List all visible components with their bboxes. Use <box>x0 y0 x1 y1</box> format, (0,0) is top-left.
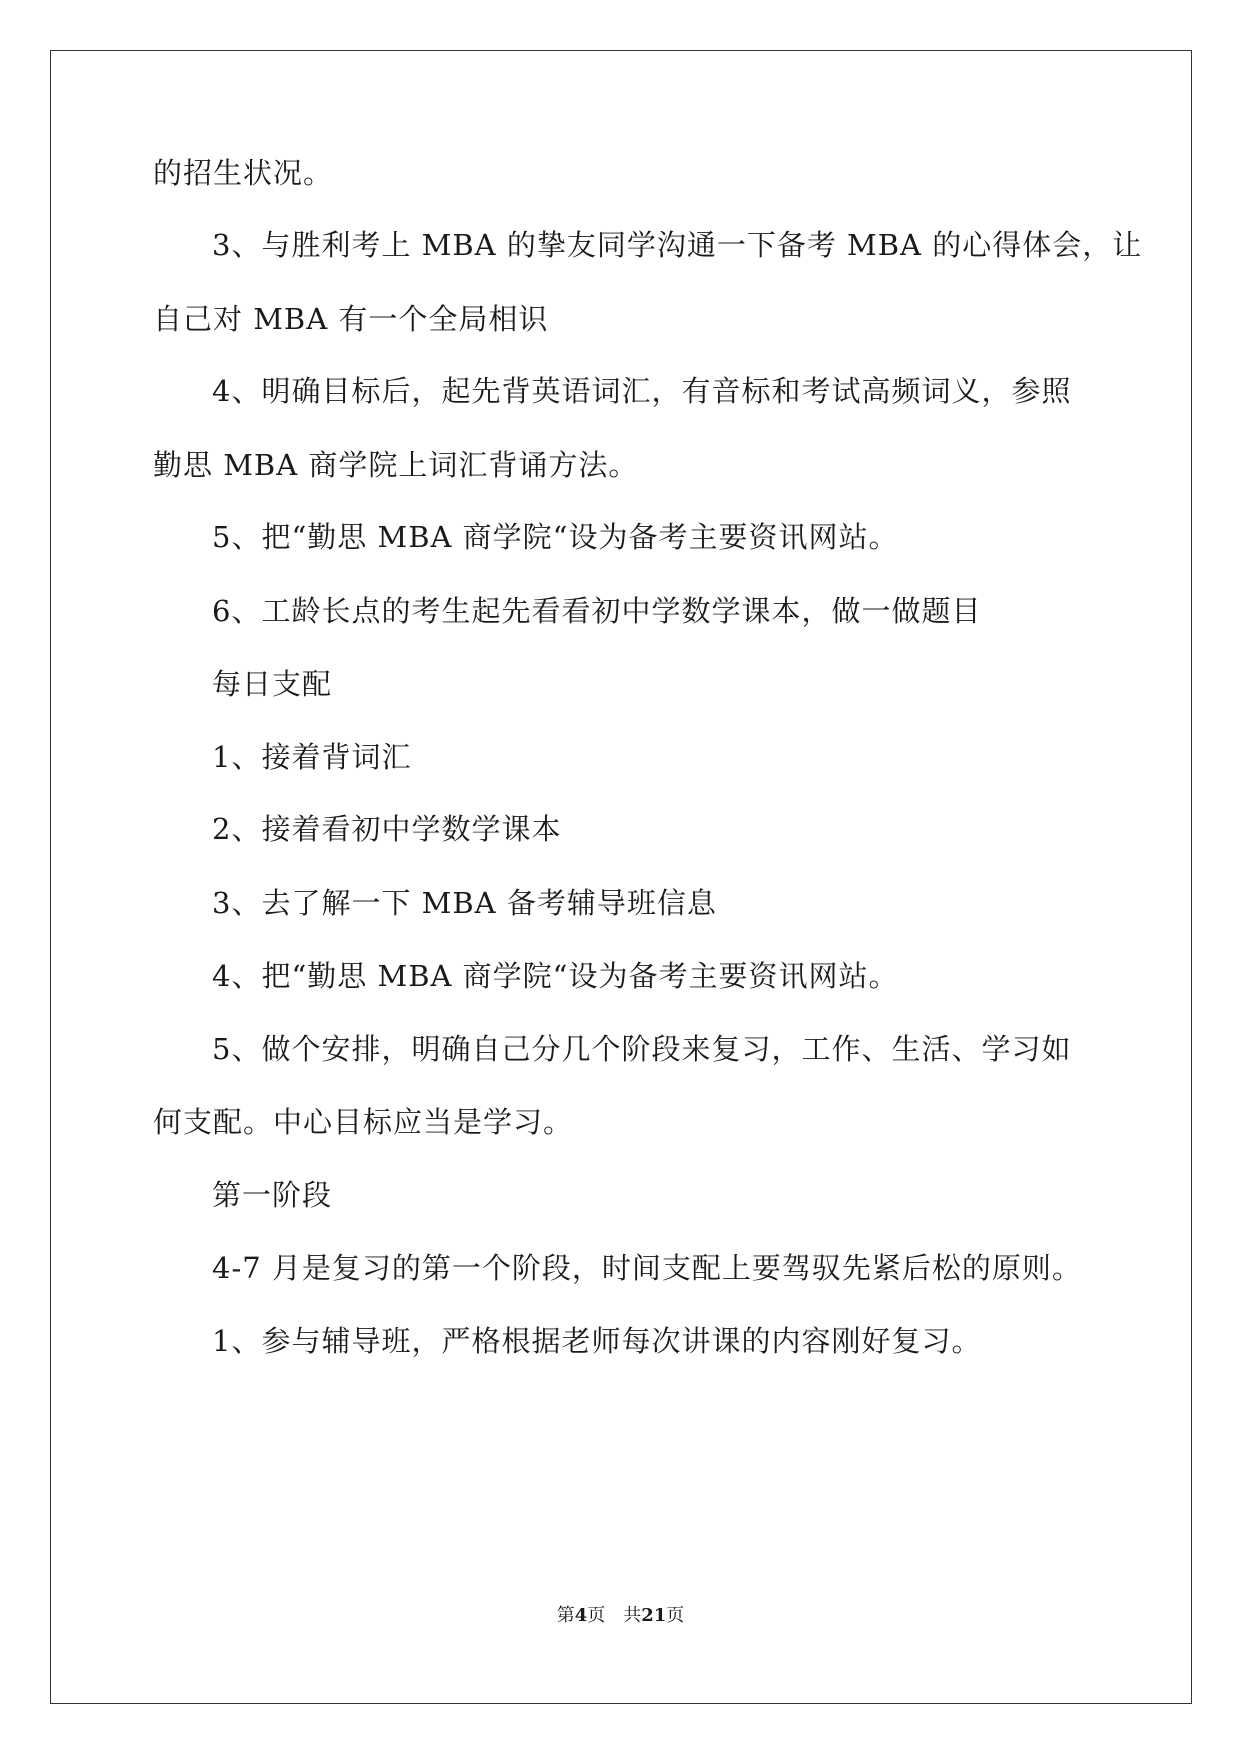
text-line-12: 4、把“勤思 MBA 商学院“设为备考主要资讯网站。 <box>212 959 899 993</box>
text-line-4: 4、明确目标后，起先背英语词汇，有音标和考试高频词义，参照 <box>212 374 1072 408</box>
footer-total-pages: 21 <box>641 1605 667 1626</box>
section-heading-stage-one: 第一阶段 <box>212 1178 333 1212</box>
text-line-14: 何支配。中心目标应当是学习。 <box>153 1105 574 1139</box>
footer-total-unit: 页 <box>666 1605 685 1626</box>
footer-page-unit: 页 <box>587 1605 606 1626</box>
section-heading-daily: 每日支配 <box>212 667 333 701</box>
text-line-3: 自己对 MBA 有一个全局相识 <box>153 302 549 336</box>
text-line-10: 2、接着看初中学数学课本 <box>212 812 562 846</box>
text-line-11: 3、去了解一下 MBA 备考辅导班信息 <box>212 886 717 920</box>
text-line-6: 5、把“勤思 MBA 商学院“设为备考主要资讯网站。 <box>212 520 899 554</box>
text-line-2: 3、与胜利考上 MBA 的挚友同学沟通一下备考 MBA 的心得体会，让 <box>212 228 1143 262</box>
text-line-16: 4-7 月是复习的第一个阶段，时间支配上要驾驭先紧后松的原则。 <box>212 1251 1082 1285</box>
text-line-7: 6、工龄长点的考生起先看看初中学数学课本，做一做题目 <box>212 594 982 628</box>
footer-page-prefix: 第 <box>556 1605 575 1626</box>
text-line-13: 5、做个安排，明确自己分几个阶段来复习，工作、生活、学习如 <box>212 1032 1072 1066</box>
text-line-9: 1、接着背词汇 <box>212 740 412 774</box>
footer-page-number: 4 <box>574 1605 588 1626</box>
footer-total-prefix: 共 <box>623 1605 642 1626</box>
text-line-1: 的招生状况。 <box>153 156 334 190</box>
page-footer <box>0 1605 1241 1627</box>
text-line-5: 勤思 MBA 商学院上词汇背诵方法。 <box>153 448 639 482</box>
page-border <box>50 50 1192 1704</box>
text-line-17: 1、参与辅导班，严格根据老师每次讲课的内容刚好复习。 <box>212 1324 982 1358</box>
